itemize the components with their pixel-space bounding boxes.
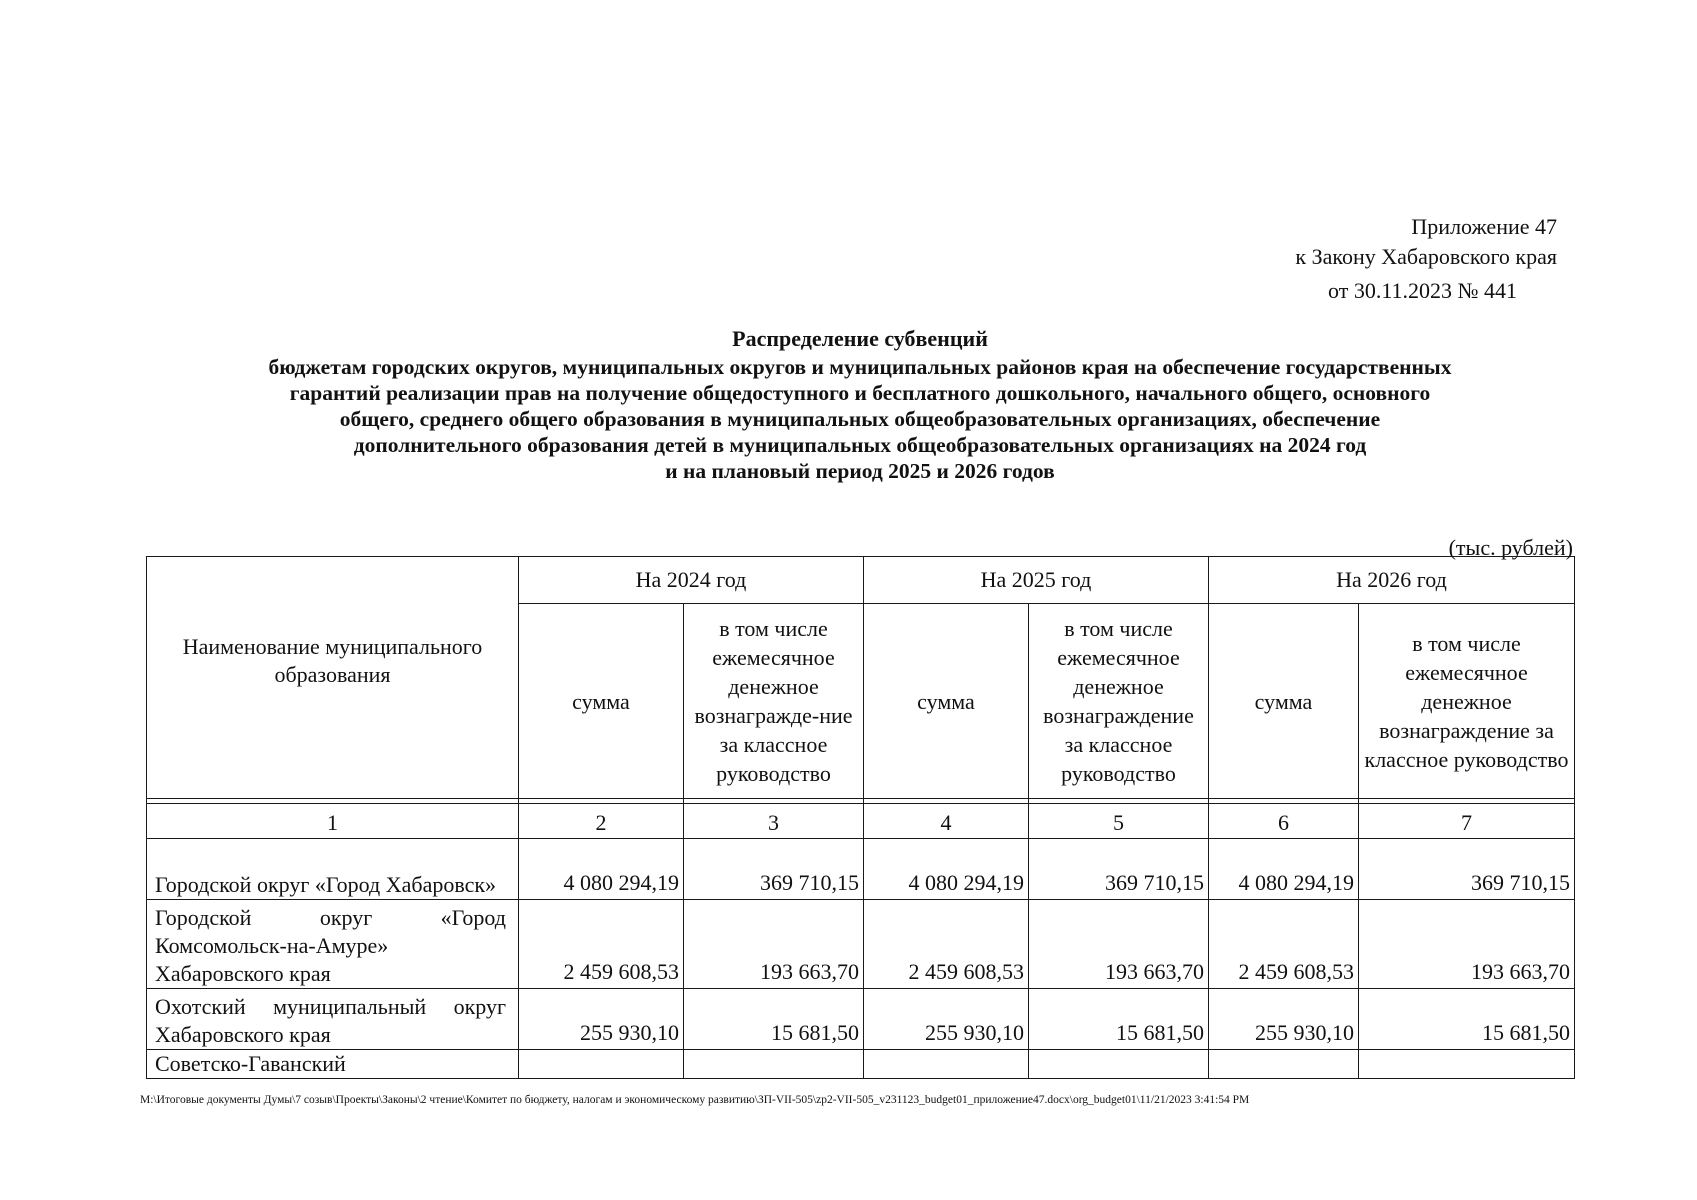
amount-cell: 193 663,70 <box>1029 900 1209 989</box>
title-line: и на плановый период 2025 и 2026 годов <box>665 459 1055 483</box>
year-header-2024: На 2024 год <box>519 557 864 604</box>
amount-cell: 193 663,70 <box>684 900 864 989</box>
appendix-date: от 30.11.2023 № 441 <box>1328 278 1517 303</box>
sum-header: сумма <box>1209 604 1359 799</box>
table-row <box>147 900 1575 989</box>
amount-cell <box>1209 1050 1359 1079</box>
amount-cell: 255 930,10 <box>519 989 684 1050</box>
sum-header: сумма <box>519 604 684 799</box>
appendix-law-reference: к Закону Хабаровского края <box>1295 244 1557 269</box>
amount-cell: 4 080 294,19 <box>519 839 684 900</box>
amount-cell: 2 459 608,53 <box>519 900 684 989</box>
column-number: 4 <box>864 804 1029 839</box>
municipality-name-header: Наименование муниципального образования <box>147 557 519 799</box>
column-number: 7 <box>1359 804 1575 839</box>
table-row <box>147 1050 1575 1079</box>
class-guidance-header: в том числе ежемесячное денежное вознагражде-ние за классное руководство <box>684 604 864 799</box>
amount-cell: 369 710,15 <box>1029 839 1209 900</box>
amount-cell: 15 681,50 <box>684 989 864 1050</box>
amount-cell <box>1029 1050 1209 1079</box>
column-number: 3 <box>684 804 864 839</box>
amount-cell: 193 663,70 <box>1359 900 1575 989</box>
amount-cell: 4 080 294,19 <box>1209 839 1359 900</box>
amount-cell: 2 459 608,53 <box>1209 900 1359 989</box>
amount-cell <box>1359 1050 1575 1079</box>
amount-cell: 369 710,15 <box>684 839 864 900</box>
municipality-name: Городской округ «Город Хабаровск» <box>147 839 519 900</box>
year-header-2025: На 2025 год <box>864 557 1209 604</box>
title-line: общего, среднего общего образования в муниципальных общеобразовательных организациях, обеспечение <box>339 407 1381 431</box>
amount-cell: 255 930,10 <box>864 989 1029 1050</box>
amount-cell: 4 080 294,19 <box>864 839 1029 900</box>
municipality-name: Городской округ «Город Комсомольск-на-Амуре» Хабаровского края <box>147 900 519 989</box>
document-title <box>140 326 1580 484</box>
amount-cell <box>519 1050 684 1079</box>
amount-cell: 15 681,50 <box>1359 989 1575 1050</box>
subsidy-table <box>146 556 1575 1079</box>
amount-cell <box>864 1050 1029 1079</box>
municipality-name: Охотский муниципальный округ Хабаровского края <box>147 989 519 1050</box>
column-number: 2 <box>519 804 684 839</box>
column-number: 5 <box>1029 804 1209 839</box>
amount-cell <box>684 1050 864 1079</box>
amount-cell: 369 710,15 <box>1359 839 1575 900</box>
year-header-2026: На 2026 год <box>1209 557 1575 604</box>
appendix-header <box>1197 212 1557 306</box>
sum-header: сумма <box>864 604 1029 799</box>
file-path-footer: M:\Итоговые документы Думы\7 созыв\Проекты\Законы\2 чтение\Комитет по бюджету, налогам и экономическому развитию\ЗП-VII-505\zp2-VII-505_v231123_budget01_приложение47.docx\org_budget01\11/21/2023 3:41:54 PM <box>140 1094 1250 1106</box>
title-line: бюджетам городских округов, муниципальных округов и муниципальных районов края на обеспечение государственных <box>268 355 1452 379</box>
amount-cell: 2 459 608,53 <box>864 900 1029 989</box>
header-row-years <box>147 557 1575 604</box>
appendix-number: Приложение 47 <box>1411 214 1557 239</box>
table-row <box>147 839 1575 900</box>
title-heading: Распределение субвенций <box>732 326 988 351</box>
title-line: гарантий реализации прав на получение общедоступного и бесплатного дошкольного, начального общего, основного <box>289 381 1431 405</box>
class-guidance-header: в том числе ежемесячное денежное вознаграждение за классное руководство <box>1029 604 1209 799</box>
amount-cell: 15 681,50 <box>1029 989 1209 1050</box>
municipality-name: Советско-Гаванский <box>147 1050 519 1079</box>
column-number: 1 <box>147 804 519 839</box>
amount-cell: 255 930,10 <box>1209 989 1359 1050</box>
title-line: дополнительного образования детей в муниципальных общеобразовательных организациях на 2024 год <box>353 433 1367 457</box>
column-number-row <box>147 804 1575 839</box>
column-number: 6 <box>1209 804 1359 839</box>
units-label: (тыс. рублей) <box>1448 535 1573 560</box>
class-guidance-header: в том числе ежемесячное денежное вознаграждение за классное руководство <box>1359 604 1575 799</box>
table-row <box>147 989 1575 1050</box>
